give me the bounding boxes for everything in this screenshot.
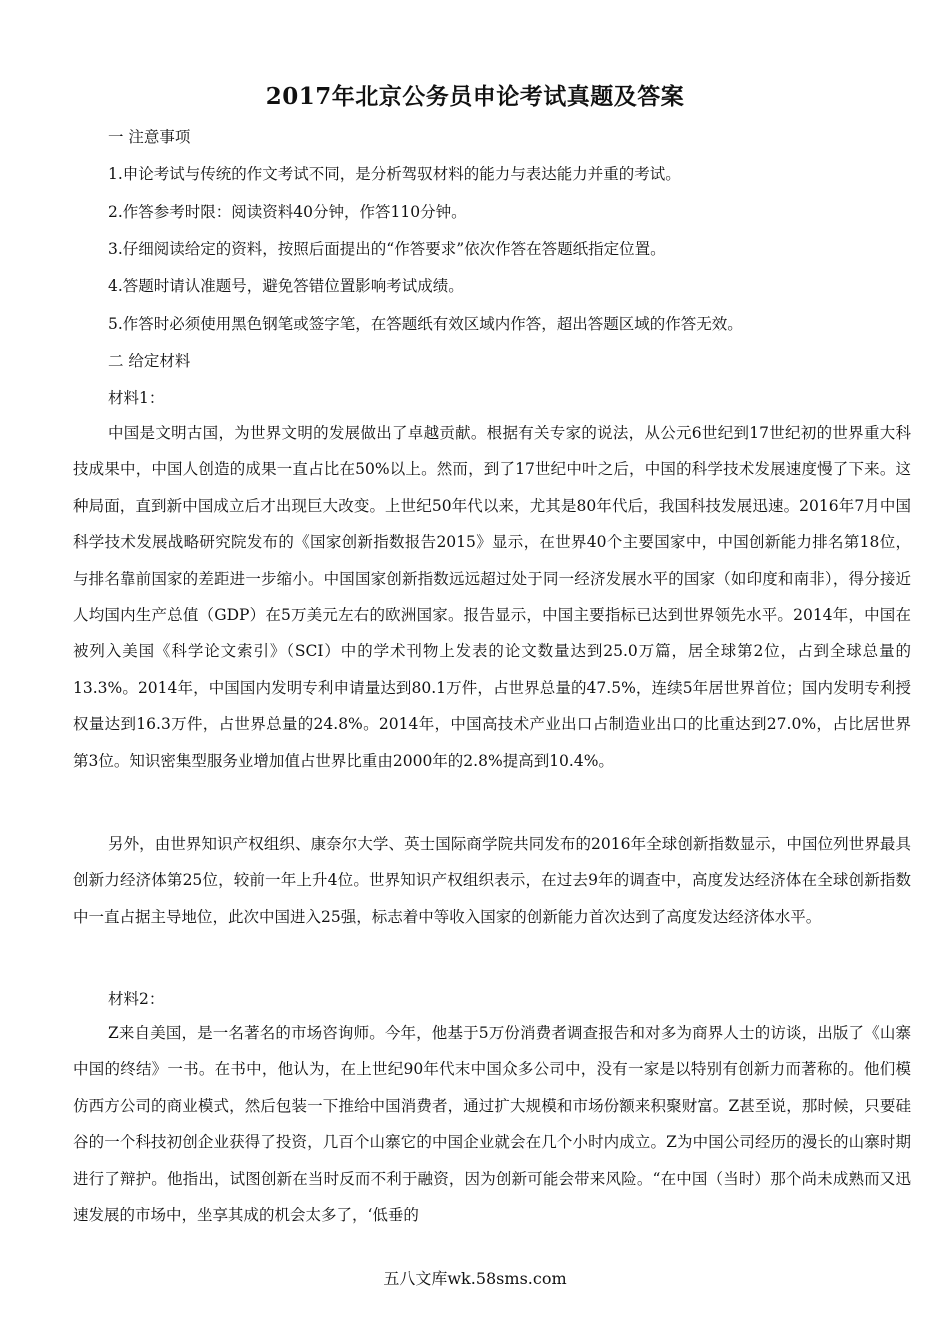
- note-item-3: 3.仔细阅读给定的资料，按照后面提出的“作答要求”依次作答在答题纸指定位置。: [108, 240, 666, 258]
- material-2-paragraph-1: Z来自美国，是一名著名的市场咨询师。今年，他基于5万份消费者调查报告和对多为商界人士的访谈，出版了《山寨中国的终结》一书。在书中，他认为，在上世纪90年代末中国众多公司中，没有一家是以特别有创新力而著称的。他们模仿西方公司的商业模式，然后包装一下推给中国消费者，通过扩大规模和市场份额来积聚财富。Z甚至说，那时候，只要硅谷的一个科技初创企业获得了投资，几百个山寨它的中国企业就会在几个小时内成立。Z为中国公司经历的漫长的山寨时期进行了辩护。他指出，试图创新在当时反而不利于融资，因为创新可能会带来风险。“在中国（当时）那个尚未成熟而又迅速发展的市场中，坐享其成的机会太多了，‘低垂的: [73, 1024, 911, 1225]
- material-1-paragraph-2: 另外，由世界知识产权组织、康奈尔大学、英士国际商学院共同发布的2016年全球创新指数显示，中国位列世界最具创新力经济体第25位，较前一年上升4位。世界知识产权组织表示，在过去9年的调查中，高度发达经济体在全球创新指数中一直占据主导地位，此次中国进入25强，标志着中等收入国家的创新能力首次达到了高度发达经济体水平。: [73, 835, 911, 926]
- document-title: 2017年北京公务员申论考试真题及答案: [265, 83, 685, 110]
- section-heading-notes: 一 注意事项: [108, 128, 191, 146]
- section-heading-materials: 二 给定材料: [108, 352, 191, 370]
- note-item-2: 2.作答参考时限：阅读资料40分钟，作答110分钟。: [108, 203, 467, 221]
- note-item-4: 4.答题时请认准题号，避免答错位置影响考试成绩。: [108, 277, 464, 295]
- note-item-5: 5.作答时必须使用黑色钢笔或签字笔，在答题纸有效区域内作答，超出答题区域的作答无效。: [108, 315, 743, 333]
- footer-watermark: 五八文库wk.58sms.com: [383, 1269, 567, 1288]
- material-2-label: 材料2：: [108, 990, 165, 1008]
- material-1-paragraph-1: 中国是文明古国，为世界文明的发展做出了卓越贡献。根据有关专家的说法，从公元6世纪到17世纪初的世界重大科技成果中，中国人创造的成果一直占比在50%以上。然而，到了17世纪中叶之后，中国的科学技术发展速度慢了下来。这种局面，直到新中国成立后才出现巨大改变。上世纪50年代以来，尤其是80年代后，我国科技发展迅速。2016年7月中国科学技术发展战略研究院发布的《国家创新指数报告2015》显示，在世界40个主要国家中，中国创新能力排名第18位，与排名靠前国家的差距进一步缩小。中国国家创新指数远远超过处于同一经济发展水平的国家（如印度和南非），得分接近人均国内生产总值（GDP）在5万美元左右的欧洲国家。报告显示，中国主要指标已达到世界领先水平。2014年，中国在被列入美国《科学论文索引》（SCI）中的学术刊物上发表的论文数量达到25.0万篇，居全球第2位，占到全球总量的13.3%。2014年，中国国内发明专利申请量达到80.1万件，占世界总量的47.5%，连续5年居世界首位；国内发明专利授权量达到16.3万件，占世界总量的24.8%。2014年，中国高技术产业出口占制造业出口的比重达到27.0%，占比居世界第3位。知识密集型服务业增加值占世界比重由2000年的2.8%提高到10.4%。: [73, 424, 911, 770]
- material-1-label: 材料1：: [108, 389, 165, 407]
- note-item-1: 1.申论考试与传统的作文考试不同，是分析驾驭材料的能力与表达能力并重的考试。: [108, 165, 681, 183]
